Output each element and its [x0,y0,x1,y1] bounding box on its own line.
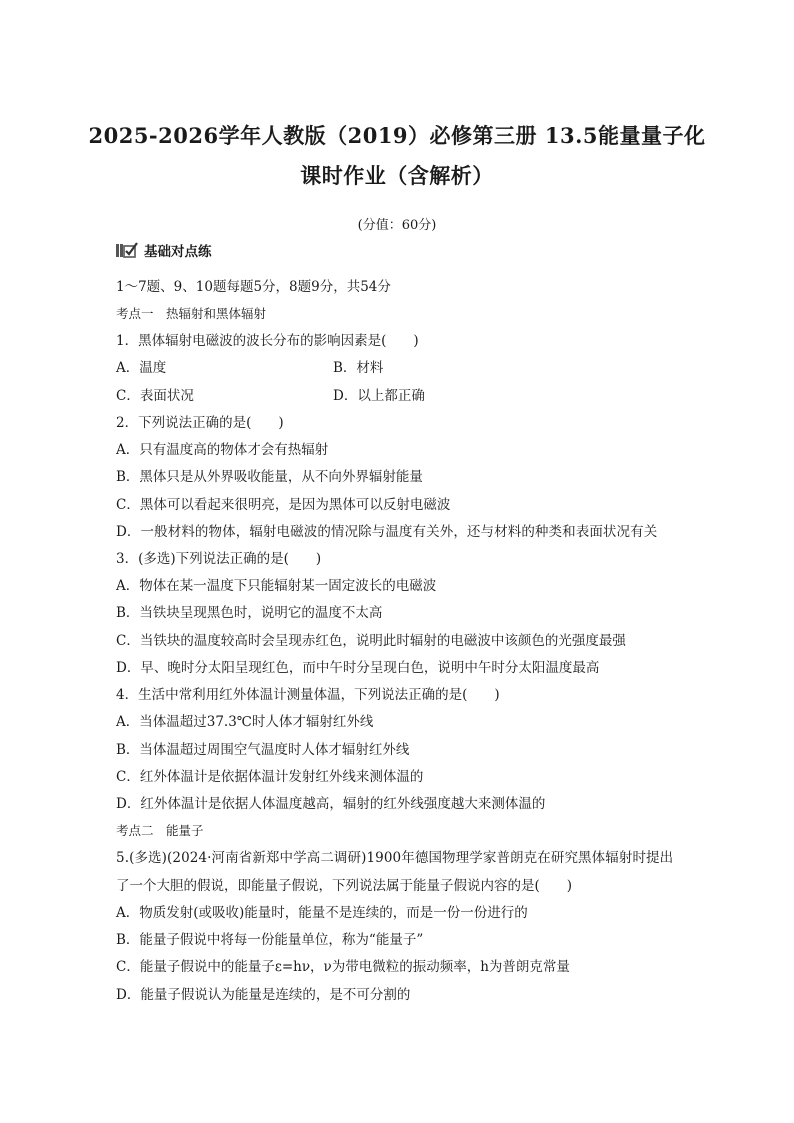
document-title-line2: 课时作业（含解析） [300,163,494,188]
question-1-option-b: B．材料 [333,360,384,376]
question-4-option-d: D．红外体温计是依据人体温度越高，辐射的红外线强度越大来测体温的 [116,796,546,812]
question-1-option-c: C．表面状况 [116,388,194,404]
document-title-line1: 2025-2026学年人教版（2019）必修第三册 13.5能量量子化 [88,123,706,148]
question-3-option-a: A．物体在某一温度下只能辐射某一固定波长的电磁波 [116,578,437,594]
question-2-option-a: A．只有温度高的物体才会有热辐射 [116,442,329,458]
section-title: 基础对点练 [144,244,212,260]
question-5-option-a: A．物质发射(或吸收)能量时，能量不是连续的，而是一份一份进行的 [116,905,528,921]
question-3-option-b: B．当铁块呈现黑色时，说明它的温度不太高 [116,605,383,621]
question-2-option-d: D．一般材料的物体，辐射电磁波的情况除与温度有关外，还与材料的种类和表面状况有关 [116,524,658,540]
category-heading-1: 考点一 热辐射和黑体辐射 [116,306,267,321]
question-5-option-d: D．能量子假说认为能量是连续的，是不可分割的 [116,987,411,1003]
question-4-option-c: C．红外体温计是依据体温计发射红外线来测体温的 [116,769,424,785]
question-3-stem: 3．(多选)下列说法正确的是( ) [116,551,322,567]
question-4-option-a: A．当体温超过37.3℃时人体才辐射红外线 [116,714,374,730]
section-heading [116,240,212,260]
question-2-option-c: C．黑体可以看起来很明亮，是因为黑体可以反射电磁波 [116,497,451,513]
question-1-option-d: D．以上都正确 [333,388,425,404]
question-5-option-b: B．能量子假说中将每一份能量单位，称为“能量子” [116,932,424,948]
scoring-note: 1～7题、9、10题每题5分，8题9分，共54分 [116,279,391,295]
question-2-stem: 2．下列说法正确的是( ) [116,415,284,431]
question-4-option-b: B．当体温超过周围空气温度时人体才辐射红外线 [116,742,410,758]
question-4-stem: 4．生活中常利用红外体温计测量体温，下列说法正确的是( ) [116,687,500,703]
category-heading-2: 考点二 能量子 [116,823,204,838]
question-5-stem: 5.(多选)(2024·河南省新郑中学高二调研)1900年德国物理学家普朗克在研究黑体辐射时提出 [116,850,674,866]
score-note: (分值：60分) [357,218,437,233]
question-2-option-b: B．黑体只是从外界吸收能量，从不向外界辐射能量 [116,469,423,485]
question-3-option-d: D．早、晚时分太阳呈现红色，而中午时分呈现白色，说明中午时分太阳温度最高 [116,660,600,676]
question-1-option-a: A．温度 [116,360,167,376]
question-3-option-c: C．当铁块的温度较高时会呈现赤红色，说明此时辐射的电磁波中该颜色的光强度最强 [116,633,626,649]
question-5-stem-continued: 了一个大胆的假说，即能量子假说，下列说法属于能量子假说内容的是( ) [116,878,573,894]
checklist-icon [116,242,138,258]
question-5-option-c: C．能量子假说中的能量子ε=hν，ν为带电微粒的振动频率，h为普朗克常量 [116,959,570,975]
question-1-stem: 1．黑体辐射电磁波的波长分布的影响因素是( ) [116,333,419,349]
